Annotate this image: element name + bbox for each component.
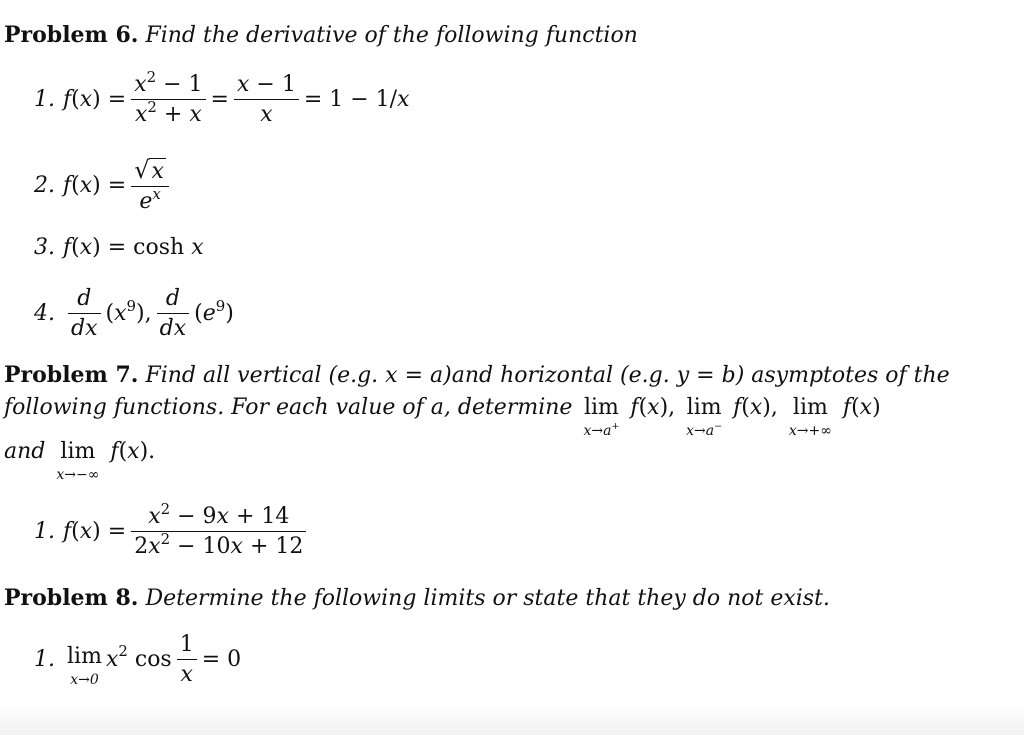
fraction: $\frac{x^2 - 9x + 14}{2x^2 - 10x + 12}$ [131,506,306,558]
fraction: $\frac{x - 1}{x}$ [234,74,299,126]
fraction: $\frac{x^2 - 1}{x^2 + x}$ [131,74,205,126]
math-expression: f(x) = [63,87,127,112]
problem-8-item-1: 1. lim x→0 $x^2$ cos $\frac{1}{x}$ = 0 [34,631,242,688]
problem-8-heading: Problem 8. [4,585,139,611]
fraction: $\frac{d}{dx}$ [68,288,101,340]
item-number: 3. [34,235,55,260]
item-number: 1. [34,87,55,112]
problem-7-item-1 [34,499,311,559]
problem-6-item-1: 1. f(x) = $\frac{x^2 - 1}{x^2 + x}$ = $\frac{x - 1}{x}$ = 1 − 1/x [34,67,410,127]
math-expression: f(x) = [63,172,127,198]
problem-6-header [4,24,638,47]
item-number: 4. [34,301,55,326]
item-number: 1. [34,519,55,544]
sqrt-symbol: √ x [134,156,164,184]
problem-7-heading: Problem 7. [4,362,139,388]
limit-operator: lim x→+∞ [788,395,832,439]
limit-operator: lim x→0 [67,644,102,688]
problem-8-header [4,587,830,610]
item-number: 1. [34,646,55,672]
problem-7-instruction-line-3: and lim x→−∞ f(x). [4,439,156,483]
math-expression: f(x) = [63,519,127,544]
item-number: 2. [34,172,55,198]
fraction: $\frac{1}{x}$ [177,634,197,686]
math-expression: f(x) = cosh x [63,235,204,260]
limit-operator: lim x→a+ [583,395,620,439]
problem-6-instruction: Find the derivative of the following function [145,23,638,48]
fraction: $\frac{d}{dx}$ [157,288,190,340]
problem-6-item-3 [34,237,204,259]
limit-operator: lim x→a− [686,395,723,439]
bottom-edge-shadow [0,703,1024,735]
problem-7-instruction-line-2: following functions. For each value of a, determine lim x→a+ f(x), lim x→a− f(x), lim x→+∞ f(x) [4,395,881,439]
problem-7-header: Problem 7. Find all vertical (e.g. x = a)and horizontal (e.g. y = b) asymptotes of the [4,362,950,388]
problem-6-item-4: 4. $\frac{d}{dx}$ $(x^9)$, $\frac{d}{dx}$ $(e^9)$ [34,286,234,341]
problem-6-heading: Problem 6. [4,22,139,48]
fraction: √ x $e^x$ [131,158,169,213]
problem-8-instruction: Determine the following limits or state that they do not exist. [145,586,830,611]
problem-6-item-2 [34,158,174,213]
limit-operator: lim x→−∞ [56,439,100,483]
